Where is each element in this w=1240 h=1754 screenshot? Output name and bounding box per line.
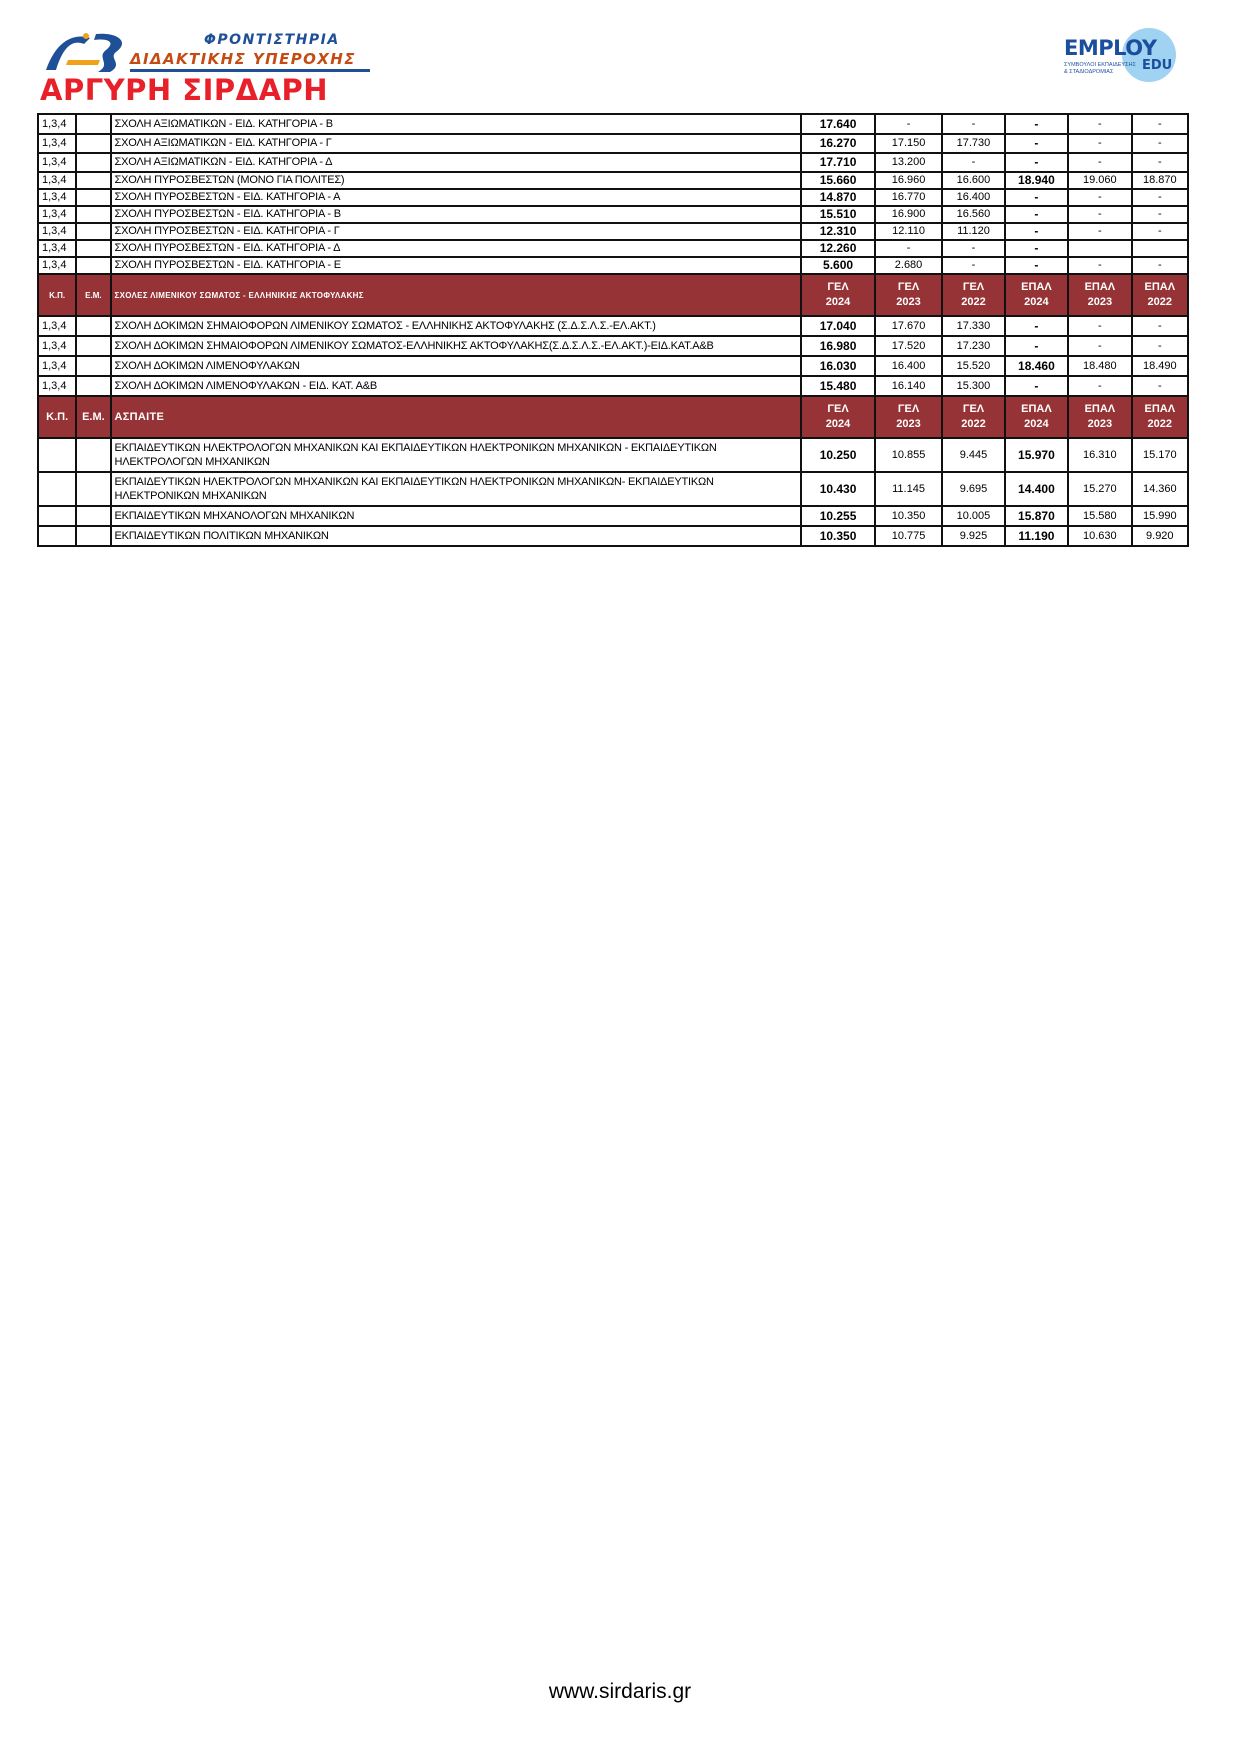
grade-cell-epal2023: 15.270 bbox=[1068, 472, 1131, 506]
grade-cell-gel2023: 16.770 bbox=[875, 189, 942, 206]
school-name-cell: ΣΧΟΛΗ ΑΞΙΩΜΑΤΙΚΩΝ - ΕΙΔ. ΚΑΤΗΓΟΡΙΑ - Β bbox=[111, 114, 802, 134]
header-year-col bbox=[1132, 274, 1188, 316]
footer-website[interactable]: www.sirdaris.gr bbox=[548, 1680, 692, 1703]
brand-tagline-1: ΦΡΟΝΤΙΣΤΗΡΙΑ bbox=[204, 32, 340, 48]
school-name-cell: ΣΧΟΛΗ ΠΥΡΟΣΒΕΣΤΩΝ - ΕΙΔ. ΚΑΤΗΓΟΡΙΑ - Α bbox=[111, 189, 802, 206]
em-cell bbox=[76, 257, 110, 274]
employ-logo-subtitle-2: & ΣΤΑΔΙΟΔΡΟΜΙΑΣ bbox=[1064, 69, 1114, 75]
grade-cell-epal2024: - bbox=[1005, 240, 1068, 257]
grade-cell-gel2024: 10.350 bbox=[801, 526, 875, 546]
kp-cell: 1,3,4 bbox=[38, 240, 76, 257]
grade-cell-epal2024: - bbox=[1005, 189, 1068, 206]
school-name-cell: ΕΚΠΑΙΔΕΥΤΙΚΩΝ ΗΛΕΚΤΡΟΛΟΓΩΝ ΜΗΧΑΝΙΚΩΝ ΚΑΙ ΕΚΠΑΙΔΕΥΤΙΚΩΝ ΗΛΕΚΤΡΟΝΙΚΩΝ ΜΗΧΑΝΙΚΩΝ - ΕΚΠΑΙΔΕΥΤΙΚΩΝ ΗΛΕΚΤΡΟΛΟΓΩΝ ΜΗΧΑΝΙΚΩΝ bbox=[111, 438, 802, 472]
grade-cell-gel2022: 16.600 bbox=[942, 172, 1004, 189]
grade-cell-gel2023: 16.960 bbox=[875, 172, 942, 189]
header-exam-type: ΕΠΑΛ bbox=[1084, 281, 1116, 293]
brand-tagline-2: ΔΙΔΑΚΤΙΚΗΣ ΥΠΕΡΟΧΗΣ bbox=[130, 50, 356, 68]
grade-cell-gel2024: 16.030 bbox=[801, 356, 875, 376]
grade-cell-epal2023: - bbox=[1068, 134, 1131, 153]
grade-cell-gel2022: - bbox=[942, 153, 1004, 172]
em-cell bbox=[76, 172, 110, 189]
grade-cell-gel2022: 15.300 bbox=[942, 376, 1004, 396]
grade-cell-epal2022: - bbox=[1132, 114, 1188, 134]
brand-mark-icon bbox=[38, 30, 134, 74]
grade-cell-epal2022: - bbox=[1132, 376, 1188, 396]
grade-cell-epal2022: - bbox=[1132, 336, 1188, 356]
kp-cell: 1,3,4 bbox=[38, 153, 76, 172]
grade-cell-gel2023: 10.775 bbox=[875, 526, 942, 546]
header-year: 2024 bbox=[1024, 418, 1049, 430]
header-year: 2023 bbox=[1087, 418, 1113, 430]
kp-cell: 1,3,4 bbox=[38, 257, 76, 274]
school-name-cell: ΕΚΠΑΙΔΕΥΤΙΚΩΝ ΠΟΛΙΤΙΚΩΝ ΜΗΧΑΝΙΚΩΝ bbox=[111, 526, 802, 546]
grade-cell-epal2023: 18.480 bbox=[1068, 356, 1131, 376]
school-name-cell: ΕΚΠΑΙΔΕΥΤΙΚΩΝ ΜΗΧΑΝΟΛΟΓΩΝ ΜΗΧΑΝΙΚΩΝ bbox=[111, 506, 802, 526]
admission-grades-table bbox=[37, 113, 1189, 547]
school-name-cell: ΣΧΟΛΗ ΠΥΡΟΣΒΕΣΤΩΝ - ΕΙΔ. ΚΑΤΗΓΟΡΙΑ - Β bbox=[111, 206, 802, 223]
header-year: 2022 bbox=[1147, 418, 1173, 430]
grade-cell-epal2023: - bbox=[1068, 114, 1131, 134]
table-row bbox=[38, 316, 1188, 336]
header-year: 2023 bbox=[896, 296, 921, 308]
kp-cell: 1,3,4 bbox=[38, 134, 76, 153]
header-exam-type: ΓΕΛ bbox=[897, 403, 920, 415]
grade-cell-epal2024: - bbox=[1005, 153, 1068, 172]
school-name-cell: ΣΧΟΛΗ ΑΞΙΩΜΑΤΙΚΩΝ - ΕΙΔ. ΚΑΤΗΓΟΡΙΑ - Δ bbox=[111, 153, 802, 172]
em-cell bbox=[76, 206, 110, 223]
grade-cell-gel2024: 12.260 bbox=[801, 240, 875, 257]
header-year-col bbox=[801, 396, 875, 438]
grade-cell-gel2024: 15.660 bbox=[801, 172, 875, 189]
grade-cell-epal2022: 9.920 bbox=[1132, 526, 1188, 546]
table-row bbox=[38, 134, 1188, 153]
grade-cell-epal2022: 18.870 bbox=[1132, 172, 1188, 189]
grade-cell-epal2023 bbox=[1068, 240, 1131, 257]
grade-cell-epal2024: 14.400 bbox=[1005, 472, 1068, 506]
grade-cell-epal2024: - bbox=[1005, 134, 1068, 153]
em-cell bbox=[76, 506, 110, 526]
table-row bbox=[38, 257, 1188, 274]
grade-cell-gel2022: 17.330 bbox=[942, 316, 1004, 336]
grade-cell-gel2023: 17.150 bbox=[875, 134, 942, 153]
grade-cell-epal2023: - bbox=[1068, 336, 1131, 356]
grade-cell-gel2024: 17.640 bbox=[801, 114, 875, 134]
header-exam-type: ΕΠΑΛ bbox=[1144, 281, 1176, 293]
table-row bbox=[38, 114, 1188, 134]
school-name-cell: ΣΧΟΛΗ ΠΥΡΟΣΒΕΣΤΩΝ - ΕΙΔ. ΚΑΤΗΓΟΡΙΑ - Ε bbox=[111, 257, 802, 274]
grade-cell-epal2022: - bbox=[1132, 223, 1188, 240]
header-kp: Κ.Π. bbox=[38, 274, 76, 316]
header-year: 2023 bbox=[896, 418, 921, 430]
em-cell bbox=[76, 438, 110, 472]
grade-cell-epal2024: 18.940 bbox=[1005, 172, 1068, 189]
header-year-col bbox=[1005, 396, 1068, 438]
table-row bbox=[38, 240, 1188, 257]
table-row bbox=[38, 472, 1188, 506]
grade-cell-gel2023: 13.200 bbox=[875, 153, 942, 172]
grade-cell-epal2024: - bbox=[1005, 206, 1068, 223]
grade-cell-gel2022: 9.925 bbox=[942, 526, 1004, 546]
grade-cell-epal2023: 16.310 bbox=[1068, 438, 1131, 472]
header-year-col bbox=[801, 274, 875, 316]
section-header-row bbox=[38, 396, 1188, 438]
grade-cell-gel2022: - bbox=[942, 240, 1004, 257]
header-exam-type: ΓΕΛ bbox=[827, 281, 849, 293]
header-exam-type: ΓΕΛ bbox=[827, 403, 849, 415]
grade-cell-epal2024: 11.190 bbox=[1005, 526, 1068, 546]
grade-cell-gel2023: 12.110 bbox=[875, 223, 942, 240]
em-cell bbox=[76, 240, 110, 257]
kp-cell: 1,3,4 bbox=[38, 376, 76, 396]
table-row bbox=[38, 206, 1188, 223]
header-year: 2022 bbox=[961, 296, 986, 308]
header-exam-type: ΕΠΑΛ bbox=[1021, 403, 1052, 415]
grade-cell-epal2022: 15.170 bbox=[1132, 438, 1188, 472]
grade-cell-epal2022: 15.990 bbox=[1132, 506, 1188, 526]
grade-cell-gel2022: 11.120 bbox=[942, 223, 1004, 240]
school-name-cell: ΣΧΟΛΗ ΔΟΚΙΜΩΝ ΛΙΜΕΝΟΦΥΛΑΚΩΝ bbox=[111, 356, 802, 376]
grade-cell-epal2022 bbox=[1132, 240, 1188, 257]
em-cell bbox=[76, 134, 110, 153]
grade-cell-gel2023: 2.680 bbox=[875, 257, 942, 274]
kp-cell bbox=[38, 438, 76, 472]
school-name-cell: ΣΧΟΛΗ ΠΥΡΟΣΒΕΣΤΩΝ - ΕΙΔ. ΚΑΤΗΓΟΡΙΑ - Δ bbox=[111, 240, 802, 257]
header-em: Ε.Μ. bbox=[76, 274, 110, 316]
grade-cell-epal2022: - bbox=[1132, 206, 1188, 223]
kp-cell: 1,3,4 bbox=[38, 172, 76, 189]
kp-cell: 1,3,4 bbox=[38, 189, 76, 206]
header-year-col bbox=[942, 274, 1004, 316]
kp-cell: 1,3,4 bbox=[38, 356, 76, 376]
kp-cell: 1,3,4 bbox=[38, 223, 76, 240]
school-name-cell: ΣΧΟΛΗ ΑΞΙΩΜΑΤΙΚΩΝ - ΕΙΔ. ΚΑΤΗΓΟΡΙΑ - Γ bbox=[111, 134, 802, 153]
em-cell bbox=[76, 153, 110, 172]
table-row bbox=[38, 172, 1188, 189]
header-exam-type: ΕΠΑΛ bbox=[1084, 403, 1116, 415]
kp-cell: 1,3,4 bbox=[38, 114, 76, 134]
kp-cell: 1,3,4 bbox=[38, 206, 76, 223]
header-exam-type: ΓΕΛ bbox=[962, 403, 985, 415]
header-year: 2024 bbox=[825, 418, 851, 430]
grade-cell-epal2023: - bbox=[1068, 257, 1131, 274]
grade-cell-gel2024: 17.040 bbox=[801, 316, 875, 336]
header-kp: Κ.Π. bbox=[38, 396, 76, 438]
em-cell bbox=[76, 336, 110, 356]
school-name-cell: ΣΧΟΛΗ ΠΥΡΟΣΒΕΣΤΩΝ - ΕΙΔ. ΚΑΤΗΓΟΡΙΑ - Γ bbox=[111, 223, 802, 240]
school-name-cell: ΣΧΟΛΗ ΔΟΚΙΜΩΝ ΣΗΜΑΙΟΦΟΡΩΝ ΛΙΜΕΝΙΚΟΥ ΣΩΜΑΤΟΣ-ΕΛΛΗΝΙΚΗΣ ΑΚΤΟΦΥΛΑΚΗΣ(Σ.Δ.Σ.Λ.Σ.-ΕΛ.ΑΚΤ.)-ΕΙΔ.ΚΑΤ.Α&Β bbox=[111, 336, 802, 356]
table-row bbox=[38, 189, 1188, 206]
grade-cell-epal2022: - bbox=[1132, 189, 1188, 206]
grade-cell-epal2024: - bbox=[1005, 223, 1068, 240]
grade-cell-epal2024: 15.970 bbox=[1005, 438, 1068, 472]
grade-cell-gel2023: 16.140 bbox=[875, 376, 942, 396]
grade-cell-epal2022: 14.360 bbox=[1132, 472, 1188, 506]
grade-cell-gel2024: 10.255 bbox=[801, 506, 875, 526]
grade-cell-gel2022: 15.520 bbox=[942, 356, 1004, 376]
header-em: Ε.Μ. bbox=[76, 396, 110, 438]
grade-cell-gel2024: 15.480 bbox=[801, 376, 875, 396]
grade-cell-gel2023: 10.350 bbox=[875, 506, 942, 526]
header-year-col bbox=[1005, 274, 1068, 316]
grade-cell-gel2022: 16.400 bbox=[942, 189, 1004, 206]
header-exam-type: ΓΕΛ bbox=[962, 281, 985, 293]
grade-cell-gel2022: - bbox=[942, 114, 1004, 134]
grade-cell-epal2023: 19.060 bbox=[1068, 172, 1131, 189]
grade-cell-epal2023: - bbox=[1068, 223, 1131, 240]
grade-cell-gel2022: 17.230 bbox=[942, 336, 1004, 356]
em-cell bbox=[76, 114, 110, 134]
header-year-col bbox=[1068, 274, 1131, 316]
grade-cell-gel2023: 17.670 bbox=[875, 316, 942, 336]
table-row bbox=[38, 438, 1188, 472]
em-cell bbox=[76, 526, 110, 546]
header-year: 2022 bbox=[961, 418, 986, 430]
grade-cell-epal2023: - bbox=[1068, 189, 1131, 206]
header-year: 2024 bbox=[825, 296, 851, 308]
employ-logo-edu: EDU bbox=[1142, 58, 1173, 73]
table-row bbox=[38, 506, 1188, 526]
grade-cell-gel2023: - bbox=[875, 240, 942, 257]
grade-cell-epal2023: 15.580 bbox=[1068, 506, 1131, 526]
grade-cell-gel2023: 17.520 bbox=[875, 336, 942, 356]
grade-cell-gel2022: 9.445 bbox=[942, 438, 1004, 472]
em-cell bbox=[76, 356, 110, 376]
kp-cell bbox=[38, 472, 76, 506]
grade-cell-gel2023: - bbox=[875, 114, 942, 134]
school-name-cell: ΣΧΟΛΗ ΔΟΚΙΜΩΝ ΣΗΜΑΙΟΦΟΡΩΝ ΛΙΜΕΝΙΚΟΥ ΣΩΜΑΤΟΣ - ΕΛΛΗΝΙΚΗΣ ΑΚΤΟΦΥΛΑΚΗΣ (Σ.Δ.Σ.Λ.Σ.-ΕΛ.ΑΚΤ.) bbox=[111, 316, 802, 336]
kp-cell: 1,3,4 bbox=[38, 336, 76, 356]
header-exam-type: ΕΠΑΛ bbox=[1144, 403, 1176, 415]
grade-cell-epal2022: 18.490 bbox=[1132, 356, 1188, 376]
grade-cell-gel2022: - bbox=[942, 257, 1004, 274]
table-row bbox=[38, 526, 1188, 546]
grade-cell-gel2022: 17.730 bbox=[942, 134, 1004, 153]
school-name-cell: ΣΧΟΛΗ ΔΟΚΙΜΩΝ ΛΙΜΕΝΟΦΥΛΑΚΩΝ - ΕΙΔ. ΚΑΤ. Α&Β bbox=[111, 376, 802, 396]
grade-cell-gel2024: 10.250 bbox=[801, 438, 875, 472]
table-row bbox=[38, 223, 1188, 240]
header-exam-type: ΓΕΛ bbox=[897, 281, 920, 293]
header-year-col bbox=[875, 396, 942, 438]
grade-cell-epal2022: - bbox=[1132, 134, 1188, 153]
grade-cell-epal2024: - bbox=[1005, 336, 1068, 356]
grade-cell-gel2024: 17.710 bbox=[801, 153, 875, 172]
employ-edu-logo bbox=[1058, 26, 1188, 86]
grade-cell-epal2023: 10.630 bbox=[1068, 526, 1131, 546]
header-exam-type: ΕΠΑΛ bbox=[1021, 281, 1052, 293]
grade-cell-gel2024: 12.310 bbox=[801, 223, 875, 240]
em-cell bbox=[76, 472, 110, 506]
em-cell bbox=[76, 376, 110, 396]
grade-cell-gel2024: 16.980 bbox=[801, 336, 875, 356]
grade-cell-gel2023: 11.145 bbox=[875, 472, 942, 506]
grade-cell-epal2024: 18.460 bbox=[1005, 356, 1068, 376]
employ-logo-subtitle-1: ΣΥΜΒΟΥΛΟΙ ΕΚΠΑΙΔΕΥΣΗΣ bbox=[1064, 62, 1136, 68]
grade-cell-epal2023: - bbox=[1068, 316, 1131, 336]
kp-cell: 1,3,4 bbox=[38, 316, 76, 336]
grade-cell-gel2022: 16.560 bbox=[942, 206, 1004, 223]
grade-cell-epal2022: - bbox=[1132, 257, 1188, 274]
section-title: ΣΧΟΛΕΣ ΛΙΜΕΝΙΚΟΥ ΣΩΜΑΤΟΣ - ΕΛΛΗΝΙΚΗΣ ΑΚΤΟΦΥΛΑΚΗΣ bbox=[111, 274, 802, 316]
grade-cell-gel2023: 16.400 bbox=[875, 356, 942, 376]
table-row bbox=[38, 356, 1188, 376]
grade-cell-epal2023: - bbox=[1068, 376, 1131, 396]
grade-cell-epal2024: - bbox=[1005, 114, 1068, 134]
grade-cell-gel2023: 16.900 bbox=[875, 206, 942, 223]
grade-cell-gel2022: 9.695 bbox=[942, 472, 1004, 506]
grade-cell-gel2022: 10.005 bbox=[942, 506, 1004, 526]
kp-cell bbox=[38, 526, 76, 546]
grade-cell-epal2024: - bbox=[1005, 316, 1068, 336]
header-year: 2022 bbox=[1147, 296, 1173, 308]
header-year-col bbox=[1068, 396, 1131, 438]
grade-cell-epal2024: 15.870 bbox=[1005, 506, 1068, 526]
grade-cell-epal2022: - bbox=[1132, 316, 1188, 336]
school-name-cell: ΣΧΟΛΗ ΠΥΡΟΣΒΕΣΤΩΝ (ΜΟΝΟ ΓΙΑ ΠΟΛΙΤΕΣ) bbox=[111, 172, 802, 189]
brand-logo bbox=[38, 26, 368, 106]
grade-cell-epal2023: - bbox=[1068, 206, 1131, 223]
grade-cell-epal2024: - bbox=[1005, 257, 1068, 274]
header-year: 2023 bbox=[1087, 296, 1113, 308]
em-cell bbox=[76, 189, 110, 206]
header-year-col bbox=[1132, 396, 1188, 438]
section-title: ΑΣΠΑΙΤΕ bbox=[111, 396, 802, 438]
school-name-cell: ΕΚΠΑΙΔΕΥΤΙΚΩΝ ΗΛΕΚΤΡΟΛΟΓΩΝ ΜΗΧΑΝΙΚΩΝ ΚΑΙ ΕΚΠΑΙΔΕΥΤΙΚΩΝ ΗΛΕΚΤΡΟΝΙΚΩΝ ΜΗΧΑΝΙΚΩΝ- ΕΚΠΑΙΔΕΥΤΙΚΩΝ ΗΛΕΚΤΡΟΝΙΚΩΝ ΜΗΧΑΝΙΚΩΝ bbox=[111, 472, 802, 506]
grade-cell-epal2024: - bbox=[1005, 376, 1068, 396]
grade-cell-gel2024: 16.270 bbox=[801, 134, 875, 153]
brand-name: ΑΡΓΥΡΗ ΣΙΡΔΑΡΗ bbox=[40, 73, 329, 107]
header-year-col bbox=[875, 274, 942, 316]
header-year: 2024 bbox=[1024, 296, 1049, 308]
table-row bbox=[38, 153, 1188, 172]
grade-cell-gel2023: 10.855 bbox=[875, 438, 942, 472]
table-row bbox=[38, 376, 1188, 396]
employ-logo-word: EMPLOY bbox=[1064, 36, 1157, 60]
em-cell bbox=[76, 223, 110, 240]
section-header-row bbox=[38, 274, 1188, 316]
grade-cell-gel2024: 10.430 bbox=[801, 472, 875, 506]
grade-cell-gel2024: 15.510 bbox=[801, 206, 875, 223]
grade-cell-epal2023: - bbox=[1068, 153, 1131, 172]
brand-underline bbox=[130, 69, 370, 72]
table-row bbox=[38, 336, 1188, 356]
header-year-col bbox=[942, 396, 1004, 438]
grade-cell-gel2024: 5.600 bbox=[801, 257, 875, 274]
kp-cell bbox=[38, 506, 76, 526]
grade-cell-epal2022: - bbox=[1132, 153, 1188, 172]
grade-cell-gel2024: 14.870 bbox=[801, 189, 875, 206]
em-cell bbox=[76, 316, 110, 336]
